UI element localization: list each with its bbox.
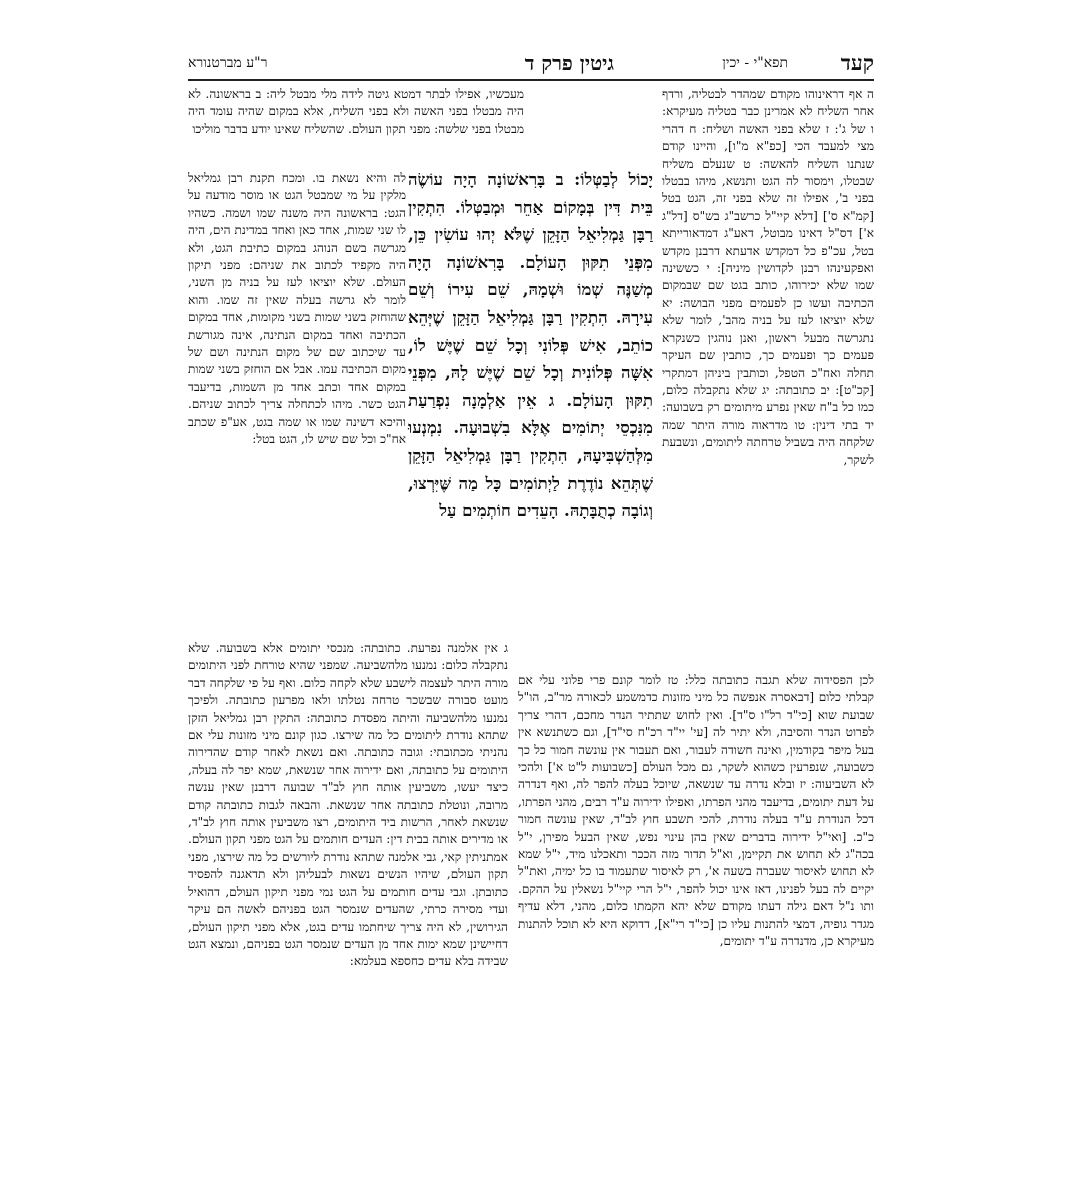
section-label: תפא"י - יכין — [722, 55, 788, 71]
mishnah-text-block — [408, 166, 653, 525]
yachin-commentary-column — [662, 86, 874, 676]
bartenura-text-top: מעכשיו, אפילו לבתר דמטא גיטה לידה מלי מבטל ליה: ב בראשונה. לא היה מבטלו בפני האשה ולא בפני השליח, אלא במקום שהיה עומד היה מבטלו בפני שלשה: מפני תקון העולם. שהשליח שאינו יודע בדבר מוליכו — [188, 87, 524, 136]
yachin-text-bottom: לכן הפסידוה שלא תגבה כתובתה כלל: טז לומר קונם פרי פלוני עלי אם קבלתי כלום [דבאסרה אנפשה כל מיני מזונות כדמשמע לכאורה מר"ב, הו"ל שבועת שוא [כי"ד רל"ו ס"ד]. ואין לחוש שתתיר הנדר מחכם, דהרי צריך לפרוט הנדר והסיבה, ולא יתיר לה [עי' יי"ד רכ"ח סי"ד], וגם כשתנשא אין בעל מיפר בקודמין, ואינה חשודה לעבור, ואם תעבור אין עונשה חמור כל כך כשבועה, שנפרעין כשהוא לשקר, גם מכל העולם [כשבועות ל"ט א'] ולהכי לא השביעוה: יז ובלא נדרה עד שנשאה, שיוכל בעלה להפר לה, ואף דנדרה על דעת יתומים, בדיעבד מהני הפרתו, ואפילו ידירוה ע"ד רבים, מהני הפרתו, דכל הנודרת ע"ד בעלה נודרת, להכי תשבע חוץ לב"ד, שאין עונשה חמור כ"כ. [ואי"ל ידירוה בדברים שאין בהן עינוי נפש, שאין הבעל מפירן, י"ל בכה"ג לא תחוש את תקיימן, וא"ל תדור מזה הככר ותאכלנו מיד, י"ל שמא לא תחוש לאיסור שעברה בשעה א', רק לאיסור שתעמוד בו כל ימיה, ואת"ל יקיים לה בעל לפנינו, דאז אינו יכול להפר, י"ל הרי קיי"ל נשאלין על ההקם. ותו נ"ל דאם גילה דעתו מקודם שלא יהא הקמתו כלום, מהני, דלא עדיף מגדר גופיה, דמצי להתנות עליו כן [כי"ד רי"א], דדוקא היא לא תוכל להתנות מעיקרא כן, מדנדרה ע"ד יתומים, — [518, 673, 874, 949]
mishnah-text: יָכוֹל לְבַטְּלוֹ: ב בָּרִאשׁוֹנָה הָיָה עוֹשֶׂה בֵּית דִּין בְּמָקוֹם אַחֵר וּמְבַטְּלוֹ. הִתְקִין רַבָּן גַּמְלִיאֵל הַזָּקֵן שֶׁלֹּא יְהוּ עוֹשִׂין כֵּן, מִפְּנֵי תִקּוּן הָעוֹלָם. בָּרִאשׁוֹנָה הָיָה מְשַׁנֶּה שְׁמוֹ וּשְׁמָהּ, שֵׁם עִירוֹ וְשֵׁם עִירָהּ. הִתְקִין רַבָּן גַּמְלִיאֵל הַזָּקֵן שֶׁיְּהֵא כוֹתֵב, אִישׁ פְּלוֹנִי וְכָל שֵׁם שֶׁיֶּשׁ לוֹ, אִשָּׁה פְּלוֹנִית וְכָל שֵׁם שֶׁיֶּשׁ לָהּ, מִפְּנֵי תִקּוּן הָעוֹלָם. ג אֵין אַלְמָנָה נִפְרַעַת מִנִּכְסֵי יְתוֹמִים אֶלָּא בִשְׁבוּעָה. נִמְנְעוּ מִלְּהַשְׁבִּיעָהּ, הִתְקִין רַבָּן גַּמְלִיאֵל הַזָּקֵן שֶׁתְּהֵא נוֹדֶרֶת לַיְתוֹמִים כָּל מַה שֶּׁיִּרְצוּ, וְגוֹבָה כְתֻבָּתָהּ. הָעֵדִים חוֹתְמִים עַל — [408, 169, 653, 521]
running-header — [188, 50, 874, 80]
commentary-label: ר"ע מברטנורא — [188, 55, 268, 71]
bartenura-commentary-top — [188, 86, 524, 170]
bartenura-text-left: לה והיא נשאת בו. ומכח תקנת רבן גמליאל מלקין על מי שמבטל הגט או מוסר מודעה על הגט: בראשונה היה משנה שמו ושמה. כשהיו לו שני שמות, אחד כאן ואחד במדינת הים, היה מגרשה בשם הנוהג במקום כתיבת הגט, ולא היה מקפיד לכתוב את שניהם: מפני תיקון העולם. שלא יוציאו לעז על בניה מן השני, לומר לא גרשה בעלה שאין זה שמו. והוא שהוחזק בשני שמות בשני מקומות, אחד במקום הכתיבה ואחד במקום הנתינה, אינה מגורשת עד שיכתוב שם של מקום הנתינה ושם של מקום הכתיבה עמו. אבל אם הוחזק בשני שמות במקום אחד וכתב אחד מן השמות, בדיעבד הגט כשר. מיהו לכתחלה צריך לכתוב שניהם. והיכא דשינה שמו או שמה בגט, אע"פ שכתב אח"כ וכל שם שיש לו, הגט בטל: — [188, 171, 406, 447]
yachin-text-right: ה אף דראינוהו מקודם שמהדר לבטליה, ורדף אחר השליח לא אמרינן כבר בטליה מעיקרא: ו של ג': ז שלא בפני האשה ושליח: ח דהרי מצי למעבד הכי [כפ"א מ"ו], והיינו קודם שנתנו השליח להאשה: ט שנעלם משליח שבטלו, וימסור לה הגט ותנשא, מיהו בבטלו בפני ב', אפילו זה שלא בפני זה, הגט בטל [קמ"א ס'] [דלא קיי"ל כרשב"ג בש"ס [דל"ג א'] דס"ל דאינו מבוטל, דאע"ג דמדאורייתא בטל, עכ"פ כל דמקדש אדעתא דרבנן מקדש ואפקעינהו רבנן לקדושין מיניה]: י כששינה שמו שלא יכירוהו, כותב בגט שם שבמקום הכתיבה ועשו כן לפעמים מפני הבושה: יא שלא יוציאו לעז על בניה מהב', לומר שלא נתגרשה מבעל ראשון, ואנן נוהגין כשנקרא פעמים כך ופעמים כך, כותבין שם העיקר תחלה ואח"כ הטפל, וכותבין ביניהן דמתקרי [קכ"ט]: יב כתובתה: יג שלא נתקבלה כלום, כמו כל ב"ח שאין נפרע מיתומים רק בשבועה: יד בתי דינין: טו מדראוה מורה היתר שמה שלקחה היה בשביל טרחתה ליתומים, ונשבעת לשקר, — [662, 87, 874, 467]
yachin-commentary-bottom — [518, 672, 874, 951]
bartenura-text-bottom: ג אין אלמנה נפרעת. כתובתה: מנכסי יתומים אלא בשבועה. שלא נתקבלה כלום: נמנעו מלהשביעה. שמפני שהיא טורחת לפני היתומים מורה היתר לעצמה לישבע שלא לקחה כלום. ואף על פי שלקחה דבר מועט סבורה שבשכר טרחה נטלתו ולאו מפרעון כתובתה. ולפיכך נמנעו מלהשביעה והיתה מפסדת כתובתה: התקין רבן גמליאל הזקן שתהא נודרת ליתומים כל מה שירצו. כגון קונם מיני מזונות עלי אם נהניתי מכתובתי: וגובה כתובתה. ואם נשאת לאחר קודם שהדירוה היתומים על כתובתה, ואם ידירוה אחר שנשאת, שמא יפר לה בעלה, כיצד יעשו, משביעין אותה חוץ לב"ד שבועה דרבנן שאין ענשה מרובה, ונוטלת כתובתה אחר שנשאת. והבאה לגבות כתובתה קודם שנשאת לאחר, הרשות ביד היתומים, רצו משביעין אותה חוץ לב"ד, או מדירים אותה בבית דין: העדים חותמים על הגט מפני תקון העולם. אמתניתין קאי, גבי אלמנה שתהא נודרת ליורשים כל מה שירצו, מפני תקון העולם, שיהיו הנשים נשאות לבעליהן ולא תדאגנה להפסיד כתובתן. וגבי עדים חותמים על הגט נמי מפני תיקון העולם, דהואיל ועדי מסירה כרתי, שהעדים שנמסר הגט בפניהם לאשה הם עיקר הגירושין, לא היה צריך שיחתמו עדים בגט, אלא מפני תיקון העולם, דחיישינן שמא ימות אחד מן העדים שנמסר הגט בפניהם, ונמצא הגט שבידה בלא עדים כחספא בעלמא: — [188, 641, 508, 969]
page-title: גיטין פרק ד — [524, 51, 614, 75]
bartenura-commentary-column — [188, 170, 406, 640]
page-number: קעד — [840, 50, 874, 75]
header-rule — [188, 79, 874, 81]
bartenura-commentary-bottom — [188, 640, 508, 971]
